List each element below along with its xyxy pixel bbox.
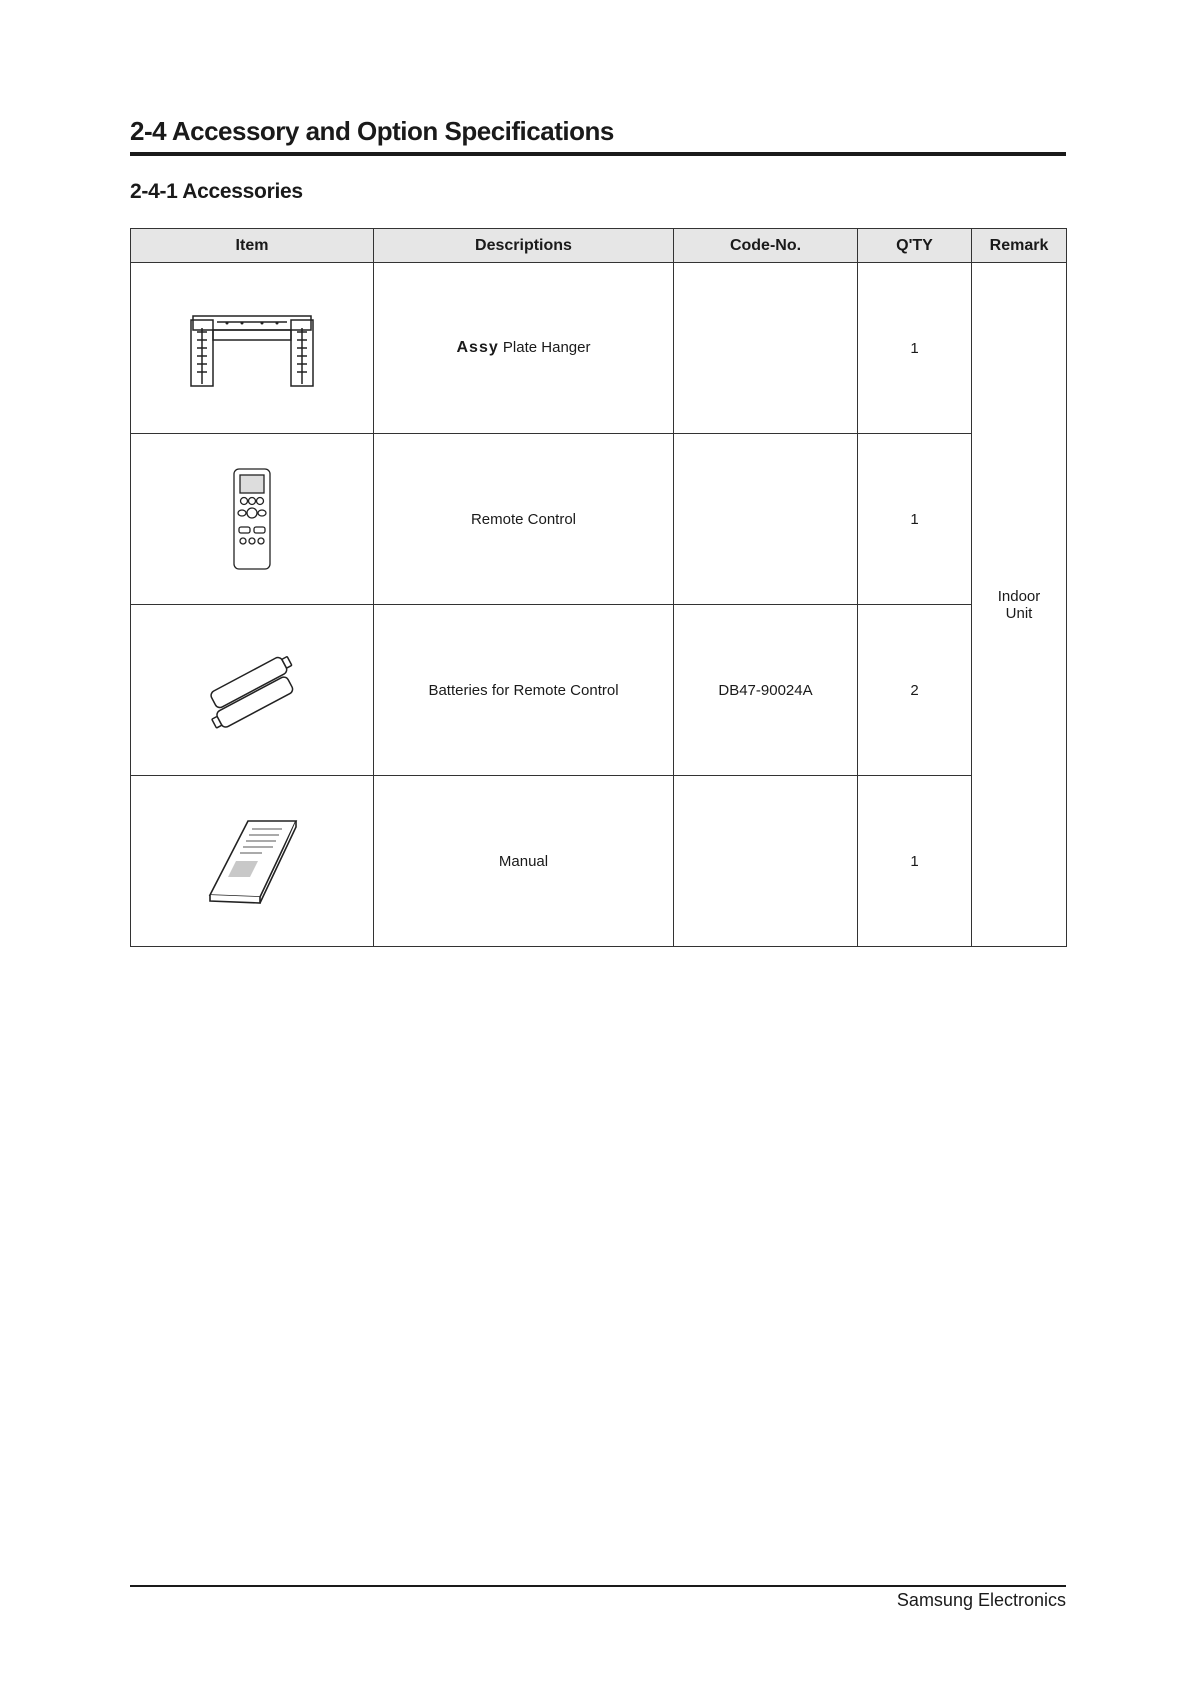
remote-control-icon	[230, 467, 274, 571]
qty-cell: 2	[858, 605, 972, 776]
remark-line: Unit	[1005, 604, 1033, 622]
description-cell	[374, 776, 674, 947]
description-text: Plate Hanger	[502, 339, 591, 356]
code-cell	[674, 776, 858, 947]
table-header-row	[131, 229, 1067, 263]
item-cell	[131, 605, 374, 776]
header-descriptions: Descriptions	[374, 229, 674, 263]
code-cell	[674, 263, 858, 434]
remark-cell	[972, 263, 1067, 947]
header-code-no: Code-No.	[674, 229, 858, 263]
header-qty: Q'TY	[858, 229, 972, 263]
qty-cell: 1	[858, 263, 972, 434]
description-cell	[374, 434, 674, 605]
item-cell	[131, 434, 374, 605]
footer-company: Samsung Electronics	[896, 1590, 1066, 1610]
manual-icon	[202, 815, 302, 907]
page-title: 2-4 Accessory and Option Specifications	[130, 116, 614, 146]
batteries-icon	[197, 650, 307, 730]
item-cell	[131, 263, 374, 434]
qty-cell: 1	[858, 776, 972, 947]
table-row	[131, 776, 1067, 947]
table-row	[131, 434, 1067, 605]
footer-rule	[130, 1585, 1066, 1587]
header-remark: Remark	[972, 229, 1067, 263]
plate-hanger-icon	[187, 308, 317, 388]
item-cell	[131, 776, 374, 947]
header-item: Item	[131, 229, 374, 263]
description-text: Batteries for Remote Control	[428, 681, 619, 699]
description-prefix: Assy	[456, 339, 499, 356]
title-rule	[130, 152, 1066, 156]
table-row	[131, 605, 1067, 776]
code-cell: DB47-90024A	[674, 605, 858, 776]
description-cell	[374, 605, 674, 776]
qty-cell: 1	[858, 434, 972, 605]
description-cell	[374, 263, 674, 434]
accessories-table	[130, 228, 1067, 947]
description-text: Manual	[498, 852, 549, 870]
description-text: Remote Control	[470, 510, 577, 528]
code-cell	[674, 434, 858, 605]
table-row	[131, 263, 1067, 434]
remark-line: Indoor	[997, 587, 1041, 605]
section-title: 2-4-1 Accessories	[130, 180, 303, 203]
